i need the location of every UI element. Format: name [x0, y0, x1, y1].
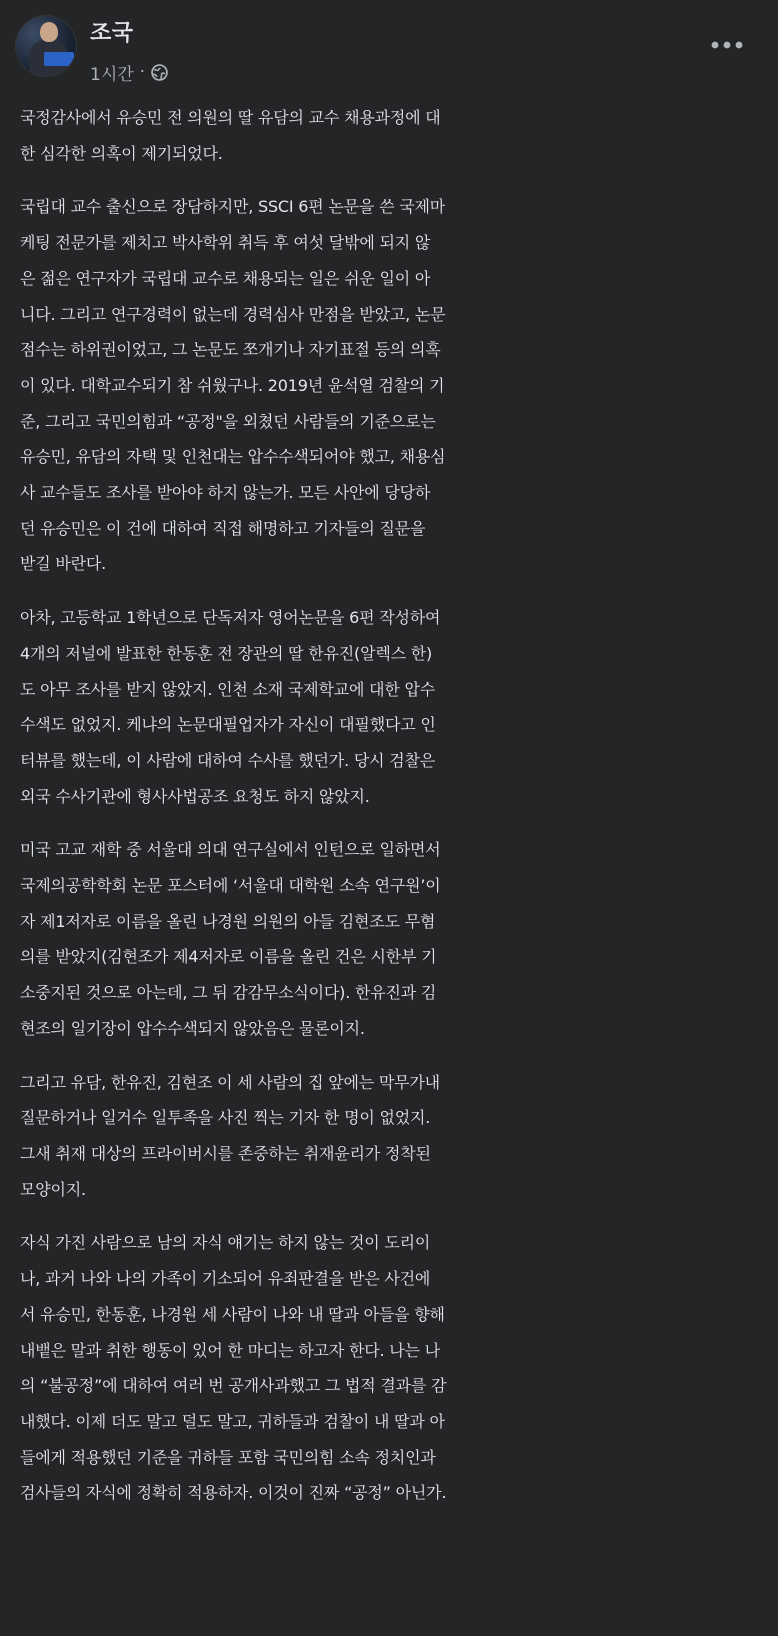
post-text-line: 니다. 그리고 연구경력이 없는데 경력심사 만점을 받았고, 논문 [20, 304, 446, 324]
post-paragraph [20, 600, 762, 814]
post-text-line: 질문하거나 일거수 일투족을 사진 찍는 기자 한 명이 없었지. [20, 1108, 431, 1128]
post-text-line: 도 아무 조사를 받지 않았지. 인천 소재 국제학교에 대한 압수 [20, 679, 436, 699]
post-text-line: 그리고 유담, 한유진, 김현조 이 세 사람의 집 앞에는 막무가내 [20, 1072, 440, 1092]
post-text-line: 자 제1저자로 이름을 올린 나경원 의원의 아들 김현조도 무혐 [20, 911, 436, 931]
post-text-line: 은 젊은 연구자가 국립대 교수로 채용되는 일은 쉬운 일이 아 [20, 268, 431, 288]
post-text-line: 이 있다. 대학교수되기 참 쉬웠구나. 2019년 윤석열 검찰의 기 [20, 375, 445, 395]
post-text-line: 준, 그리고 국민의힘과 “공정"을 외쳤던 사람들의 기준으로는 [20, 411, 436, 431]
post-text-line: 던 유승민은 이 건에 대하여 직접 해명하고 기자들의 질문을 [20, 518, 426, 538]
meta-separator: · [139, 62, 146, 82]
post-text-line: 검사들의 자식에 정확히 적용하자. 이것이 진짜 “공정” 아닌가. [20, 1483, 447, 1503]
post-text-line: 사 교수들도 조사를 받아야 하지 않는가. 모든 사안에 당당하 [20, 483, 431, 503]
post-text-line: 국정감사에서 유승민 전 의원의 딸 유담의 교수 채용과정에 대 [20, 108, 441, 127]
post-text-line: 받길 바란다. [20, 554, 107, 574]
post-meta [90, 60, 168, 84]
post-paragraph [20, 1065, 762, 1208]
post-text-line: 나, 과거 나와 나의 가족이 기소되어 유죄판결을 받은 사건에 [20, 1269, 431, 1289]
post-text-line: 소중지된 것으로 아는데, 그 뒤 감감무소식이다). 한유진과 김 [20, 983, 437, 1003]
author-name[interactable]: 조국 [90, 21, 134, 46]
post-text-line: 한 심각한 의혹이 제기되었다. [20, 143, 223, 163]
more-options-button[interactable] [704, 24, 750, 64]
post-text-line: 유승민, 유담의 자택 및 인천대는 압수수색되어야 했고, 채용심 [20, 447, 446, 467]
post-text-line: 국제의공학학회 논문 포스터에 ‘서울대 대학원 소속 연구원’이 [20, 876, 441, 896]
post-paragraph [20, 189, 762, 582]
post-text-line: 터뷰를 했는데, 이 사람에 대하여 수사를 했던가. 당시 검찰은 [20, 750, 436, 770]
post-text-line: 국립대 교수 출신으로 장담하지만, SSCI 6편 논문을 쓴 국제마 [20, 197, 445, 217]
post-text-line: 자식 가진 사람으로 남의 자식 얘기는 하지 않는 것이 도리이 [20, 1233, 431, 1253]
post-text-line: 4개의 저널에 발표한 한동훈 전 장관의 딸 한유진(알렉스 한) [20, 643, 433, 663]
post-text-line: 의를 받았지(김현조가 제4저자로 이름을 올린 건은 시한부 기 [20, 947, 437, 967]
post-timestamp[interactable]: 1시간 [90, 64, 134, 85]
post-header [0, 0, 778, 96]
post-text-line: 케팅 전문가를 제치고 박사학위 취득 후 여섯 달밖에 되지 않 [20, 233, 431, 253]
post-text-line: 점수는 하위권이었고, 그 논문도 쪼개기나 자기표절 등의 의혹 [20, 340, 441, 360]
globe-icon[interactable] [151, 64, 168, 81]
post-text-line: 아차, 고등학교 1학년으로 단독저자 영어논문을 6편 작성하여 [20, 608, 441, 628]
post-paragraph [20, 100, 762, 171]
post-text-line: 모양이지. [20, 1179, 86, 1199]
post-text-line: 내뱉은 말과 취한 행동이 있어 한 마디는 하고자 한다. 나는 나 [20, 1340, 440, 1360]
post-text-line: 현조의 일기장이 압수수색되지 않았음은 물론이지. [20, 1018, 365, 1038]
post-text-line: 외국 수사기관에 형사사법공조 요청도 하지 않았지. [20, 786, 370, 806]
avatar-figure-head [40, 22, 58, 42]
post-text-line: 미국 고교 재학 중 서울대 의대 연구실에서 인턴으로 일하면서 [20, 840, 441, 860]
post-text-line: 수색도 없었지. 케냐의 논문대필업자가 자신이 대필했다고 인 [20, 715, 436, 735]
post-text-line: 내했다. 이제 더도 말고 덜도 말고, 귀하들과 검찰이 내 딸과 아 [20, 1411, 445, 1431]
avatar-banner [44, 52, 74, 66]
author-avatar[interactable] [16, 16, 76, 76]
post-text-line: 그새 취재 대상의 프라이버시를 존중하는 취재윤리가 정착된 [20, 1143, 431, 1163]
post-paragraph [20, 1225, 762, 1511]
post-text-line: 서 유승민, 한동훈, 나경원 세 사람이 나와 내 딸과 아들을 향해 [20, 1304, 445, 1324]
post-body [20, 100, 762, 1529]
post-paragraph [20, 832, 762, 1046]
post-text-line: 들에게 적용했던 기준을 귀하들 포함 국민의힘 소속 정치인과 [20, 1447, 436, 1467]
more-horizontal-icon [710, 35, 744, 54]
post-text-line: 의 “불공정”에 대하여 여러 번 공개사과했고 그 법적 결과를 감 [20, 1376, 447, 1396]
